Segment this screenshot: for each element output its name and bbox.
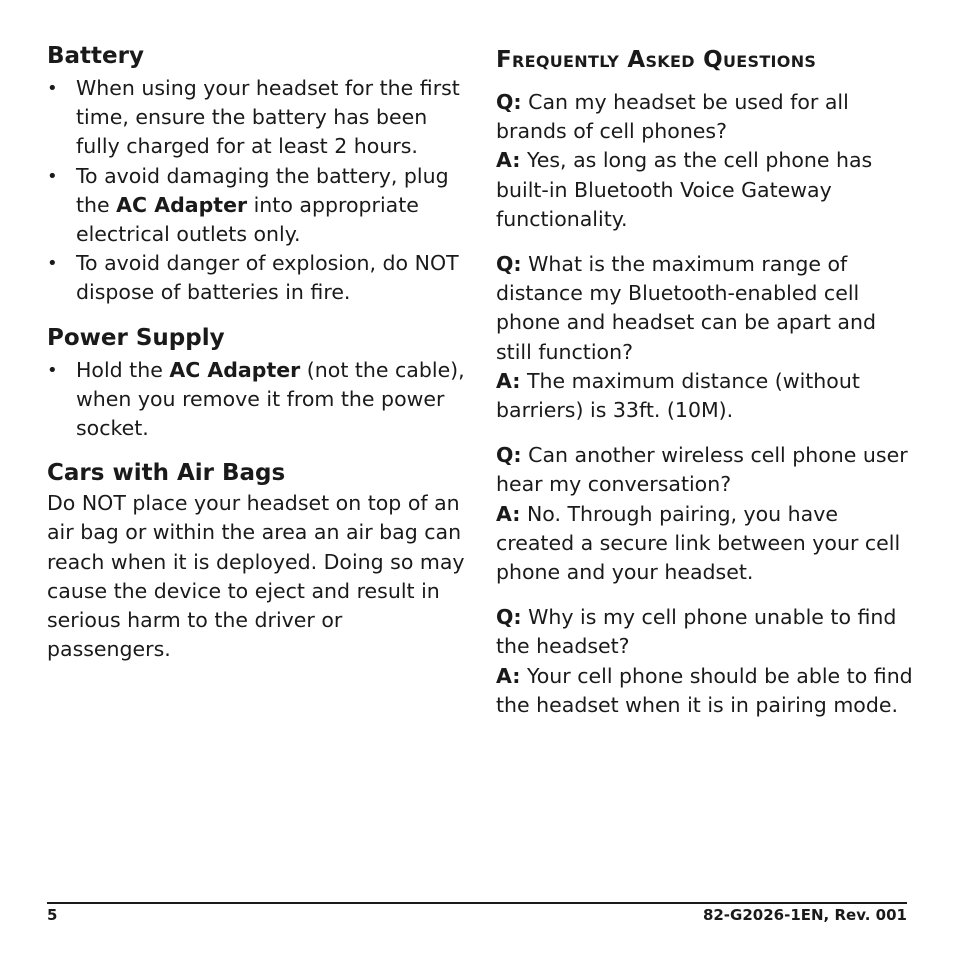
battery-bullet-1-text: When using your headset for the first time, ensure the battery has been fully charged for at least 2 hours. <box>76 76 460 159</box>
battery-section <box>47 40 467 308</box>
battery-bullet-2-text-c: into appropriate electrical outlets only. <box>76 192 419 247</box>
left-column <box>47 40 467 678</box>
battery-bullet-1 <box>47 74 467 162</box>
battery-bullet-3-text: To avoid danger of explosion, do NOT dispose of batteries in fire. <box>76 251 459 305</box>
faq-item-4 <box>496 603 916 720</box>
power-supply-list <box>47 356 467 444</box>
faq-column <box>496 40 916 736</box>
question-text: Why is my cell phone unable to find the headset? <box>496 605 897 659</box>
power-supply-heading: Power Supply <box>47 324 225 351</box>
power-supply-section <box>47 322 467 444</box>
battery-bullet-2 <box>47 162 467 250</box>
faq-item-1 <box>496 88 916 234</box>
faq-item-3 <box>496 441 916 587</box>
document-id: 82-G2026-1EN, Rev. 001 <box>702 906 907 924</box>
power-supply-bullet <box>47 356 467 444</box>
answer-text: The maximum distance (without barriers) is 33ft. (10M). <box>496 368 860 423</box>
answer-label: A: <box>496 368 521 393</box>
power-bullet-text-a: Hold the <box>76 357 170 382</box>
battery-heading: Battery <box>47 43 144 69</box>
ac-adapter-term: AC Adapter <box>169 357 301 382</box>
question-label: Q: <box>496 443 522 468</box>
answer-text: Yes, as long as the cell phone has built-in Bluetooth Voice Gateway functionality. <box>496 148 873 231</box>
page-number: 5 <box>47 906 58 924</box>
question-label: Q: <box>496 605 522 630</box>
question-text: Can another wireless cell phone user hear my conversation? <box>496 443 908 497</box>
footer-divider <box>47 902 907 904</box>
question-text: What is the maximum range of distance my Bluetooth-enabled cell phone and headset can be apart and still function? <box>496 252 876 364</box>
power-bullet-text-c: (not the cable), when you remove it from the power socket. <box>76 357 465 441</box>
ac-adapter-term: AC Adapter <box>116 192 248 217</box>
battery-bullet-2-text-a: To avoid damaging the battery, plug the <box>76 163 449 217</box>
faq-item-2 <box>496 250 916 425</box>
answer-text: No. Through pairing, you have created a secure link between your cell phone and your headset. <box>496 501 901 585</box>
air-bags-text: Do NOT place your headset on top of an air bag or within the area an air bag can reach when it is deployed. Doing so may cause the device to eject and result in serious harm to the driver or passengers. <box>47 491 465 662</box>
battery-bullet-3 <box>47 249 467 307</box>
air-bags-heading: Cars with Air Bags <box>47 460 286 487</box>
air-bags-section <box>47 457 467 664</box>
question-label: Q: <box>496 252 522 277</box>
answer-label: A: <box>496 663 521 688</box>
answer-text: Your cell phone should be able to find the headset when it is in pairing mode. <box>496 663 913 717</box>
answer-label: A: <box>496 501 521 526</box>
battery-list <box>47 74 467 308</box>
faq-title: Frequently Asked Questions <box>496 47 817 73</box>
answer-label: A: <box>496 148 521 173</box>
question-text: Can my headset be used for all brands of cell phones? <box>496 90 849 144</box>
question-label: Q: <box>496 90 522 114</box>
